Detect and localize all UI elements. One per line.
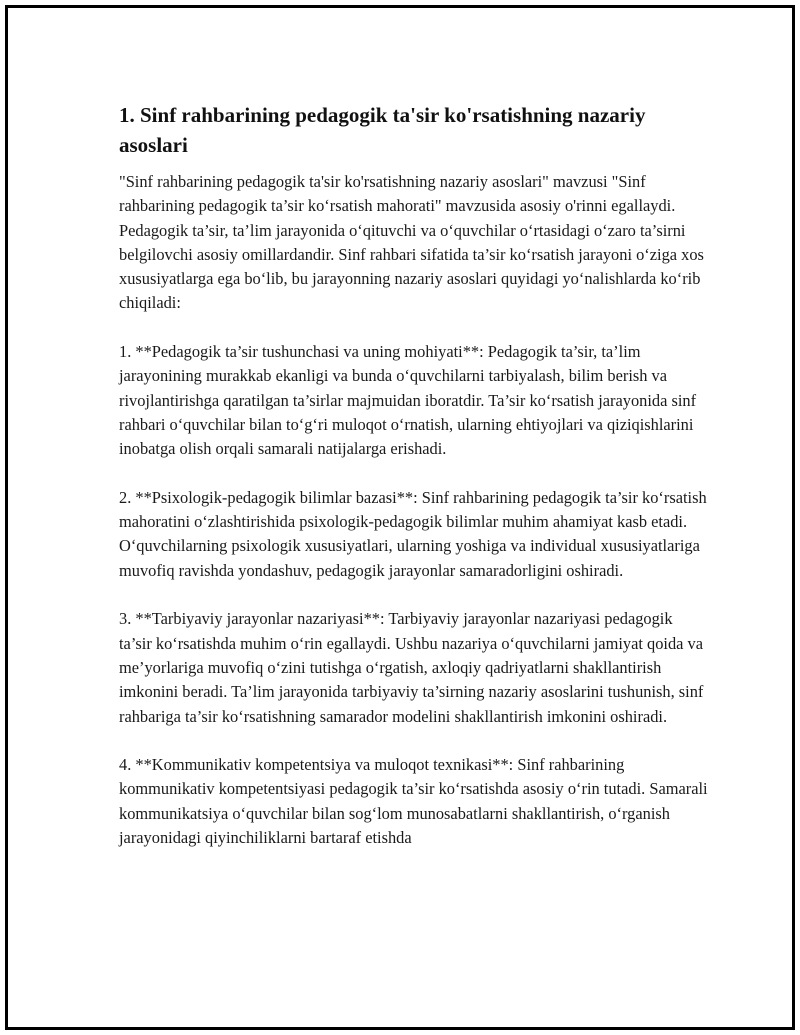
section-paragraph-4: 4. **Kommunikativ kompetentsiya va muloqot texnikasi**: Sinf rahbarining kommunikativ kompetentsiyasi pedagogik ta’sir ko‘rsatishda asosiy o‘rin tutadi. Samarali kommunikatsiya o‘quvchilar bilan sog‘lom munosabatlarni shakllantirish, o‘rganish jarayonidagi qiyinchiliklarni bartaraf etishda <box>119 755 708 848</box>
intro-paragraph: "Sinf rahbarining pedagogik ta'sir ko'rsatishning nazariy asoslari" mavzusi "Sinf rahbarining pedagogik ta’sir ko‘rsatish mahorati" mavzusida asosiy o'rinni egallaydi. Pedagogik ta’sir, ta’lim jarayonida o‘qituvchi va o‘quvchilar o‘rtasidagi o‘zaro ta’sirni belgilovchi asosiy omillardandir. Sinf rahbari sifatida ta’sir ko‘rsatish jarayoni o‘ziga xos xususiyatlarga ega bo‘lib, bu jarayonning nazariy asoslari quyidagi yo‘nalishlarda ko‘rib chiqiladi: <box>119 172 704 313</box>
section-paragraph-2: 2. **Psixologik-pedagogik bilimlar bazasi**: Sinf rahbarining pedagogik ta’sir ko‘rsatish mahoratini o‘zlashtirishida psixologik-pedagogik bilimlar muhim ahamiyat kasb etadi. O‘quvchilarning psixologik xususiyatlari, ularning yoshiga va individual xususiyatlariga muvofiq ravishda yondashuv, pedagogik jarayonlar samaradorligini oshiradi. <box>119 487 707 580</box>
document-page <box>5 5 795 1030</box>
section-paragraph-1: 1. **Pedagogik ta’sir tushunchasi va uning mohiyati**: Pedagogik ta’sir, ta’lim jarayonining murakkab ekanligi va bunda o‘quvchilarni tarbiyalash, bilim berish va rivojlantirishga qaratilgan ta’sirlar majmuidan iboratdir. Ta’sir ko‘rsatish jarayonida sinf rahbari o‘quvchilar bilan to‘g‘ri muloqot o‘rnatish, ularning ehtiyojlari va qiziqishlarini inobatga olish orqali samarali natijalarga erishadi. <box>119 342 697 459</box>
document-title: 1. Sinf rahbarining pedagogik ta'sir ko'rsatishning nazariy asoslari <box>119 103 646 157</box>
section-paragraph-3: 3. **Tarbiyaviy jarayonlar nazariyasi**: Tarbiyaviy jarayonlar nazariyasi pedagogik ta’sir ko‘rsatishda muhim o‘rin egallaydi. Ushbu nazariya o‘quvchilarni jamiyat qoida va me’yorlariga muvofiq o‘zini tutishga o‘rgatish, axloqiy qadriyatlarni shakllantirish imkonini beradi. Ta’lim jarayonida tarbiyaviy ta’sirning nazariy asoslarini tushunish, sinf rahbariga ta’sir ko‘rsatishning samarador modelini shakllantirish imkonini oshiradi. <box>119 609 704 726</box>
document-body <box>119 100 709 850</box>
